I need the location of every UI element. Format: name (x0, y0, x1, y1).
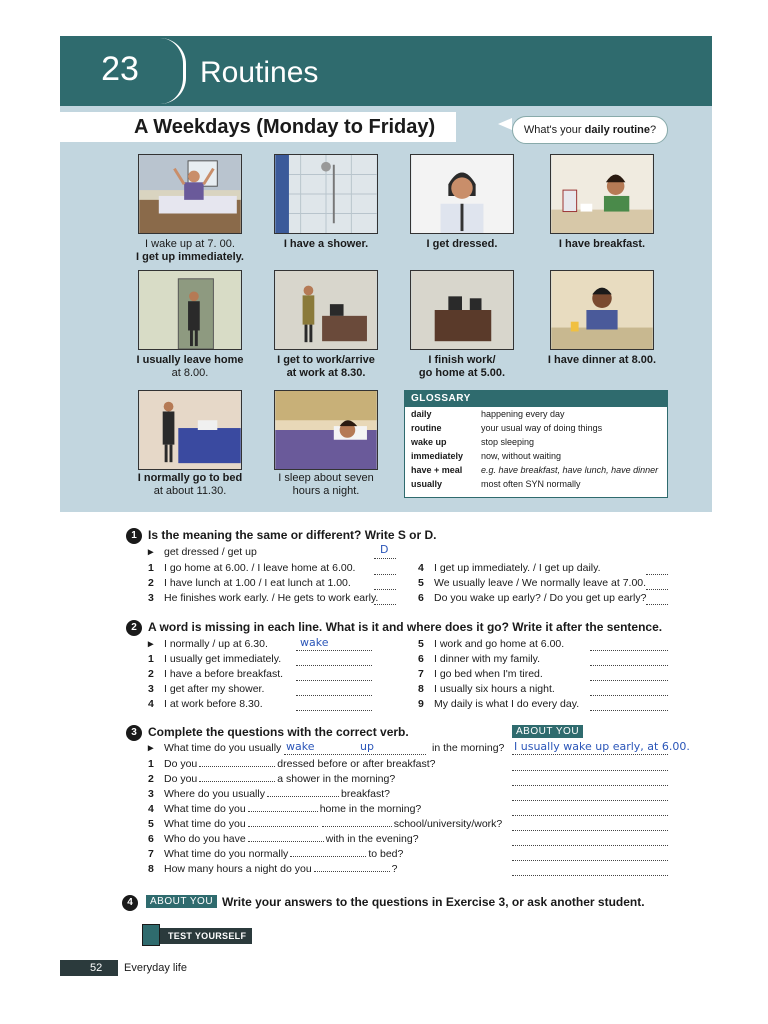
about-you-blank[interactable] (512, 875, 668, 876)
glossary-row (405, 407, 667, 421)
answer-blank[interactable] (590, 665, 668, 666)
answer-blank[interactable] (646, 574, 668, 575)
picture-go-to-bed (138, 390, 242, 470)
about-you-blank[interactable] (512, 845, 668, 846)
answer-blank[interactable] (646, 589, 668, 590)
glossary-definition: e.g. have breakfast, have lunch, have dinner (481, 465, 659, 475)
answer-blank[interactable] (374, 604, 396, 605)
glossary-term: usually (411, 479, 443, 489)
item-text-b: breakfast? (340, 788, 391, 800)
about-you-blank[interactable] (512, 815, 668, 816)
exercise-1-item: 6 Do you wake up early? / Do you get up early? (418, 592, 647, 604)
item-text-b: home in the morning? (319, 803, 422, 815)
answer-blank[interactable] (322, 826, 392, 827)
answer-blank[interactable] (248, 811, 318, 812)
speech-bubble-tail (498, 118, 512, 130)
glossary-row (405, 435, 667, 449)
exercise-2-item: 6 I dinner with my family. (418, 653, 540, 665)
unit-title: Routines (200, 56, 319, 89)
exercise-2-number: 2 (126, 620, 142, 636)
exercise-3-item: 1 Do you dressed before or after breakfast? (148, 758, 436, 770)
caption-get-dressed (392, 238, 532, 251)
caption-line: I have breakfast. (558, 238, 646, 250)
item-text: I usually six hours a night. (434, 683, 555, 695)
picture-get-dressed (410, 154, 514, 234)
item-text: I have lunch at 1.00 / I eat lunch at 1.00. (164, 577, 351, 589)
glossary-term: wake up (411, 437, 447, 447)
glossary-definition: happening every day (481, 409, 565, 419)
item-text-b: school/university/work? (393, 818, 503, 830)
exercise-2-title: A word is missing in each line. What is it and where does it go? Write it after the sentence. (148, 620, 663, 634)
glossary-term: immediately (411, 451, 464, 461)
exercise-3-item: 3 Where do you usually breakfast? (148, 788, 391, 800)
glossary-definition: your usual way of doing things (481, 423, 603, 433)
caption-line: I have a shower. (283, 238, 369, 250)
glossary-term: routine (411, 423, 442, 433)
item-text: I go home at 6.00. / I leave home at 6.00. (164, 562, 356, 574)
exercise-2-item: 3 I get after my shower. (148, 683, 265, 695)
about-you-badge: ABOUT YOU (146, 895, 217, 908)
exercise-1-example: ▸ get dressed / get up (148, 546, 257, 558)
exercise-2-example: ▸ I normally / up at 6.30. (148, 638, 268, 650)
item-text-a: What time do you normally (164, 848, 289, 860)
exercise-3-example-end: in the morning? (432, 742, 505, 754)
item-text-a: Who do you have (164, 833, 246, 845)
item-text-a: What time do you (164, 803, 246, 815)
caption-line: I normally go to bed (137, 472, 243, 484)
answer-blank[interactable] (374, 589, 396, 590)
caption-line: I get dressed. (426, 238, 498, 250)
section-a-title: A Weekdays (Monday to Friday) (134, 116, 436, 138)
exercise-1-example-answer: D (380, 543, 389, 556)
caption-dinner (532, 354, 672, 367)
exercise-2-item: 5 I work and go home at 6.00. (418, 638, 565, 650)
item-text-b: with in the evening? (325, 833, 419, 845)
item-text: He finishes work early. / He gets to work early. (164, 592, 379, 604)
answer-blank (512, 754, 668, 755)
glossary-row (405, 477, 667, 491)
answer-blank[interactable] (374, 574, 396, 575)
exercise-3-item: 7 What time do you normally to bed? (148, 848, 404, 860)
speech-bubble (512, 116, 668, 144)
exercise-1-item: 3 He finishes work early. / He gets to work early. (148, 592, 379, 604)
caption-line: at 8.00. (171, 367, 209, 379)
footer-page-bar (60, 960, 118, 976)
item-text: I at work before 8.30. (164, 698, 263, 710)
exercise-1-number: 1 (126, 528, 142, 544)
answer-blank[interactable] (590, 695, 668, 696)
item-text: My daily is what I do every day. (434, 698, 580, 710)
item-text-a: What time do you (164, 818, 246, 830)
item-text: I get up immediately. / I get up daily. (434, 562, 601, 574)
about-you-blank[interactable] (512, 770, 668, 771)
answer-blank[interactable] (296, 710, 372, 711)
exercise-2-item: 8 I usually six hours a night. (418, 683, 555, 695)
page-number: 52 (90, 962, 103, 974)
unit-number: 23 (101, 50, 139, 88)
item-text: I work and go home at 6.00. (434, 638, 565, 650)
picture-shower (274, 154, 378, 234)
caption-line: I finish work/ (428, 354, 496, 366)
caption-go-to-bed (120, 472, 260, 498)
exercise-1-item: 4 I get up immediately. / I get up daily. (418, 562, 601, 574)
glossary-box (404, 390, 668, 498)
glossary-definition: now, without waiting (481, 451, 562, 461)
example-text-a: What time do you usually (164, 742, 282, 754)
item-text: I have a before breakfast. (164, 668, 284, 680)
item-text-b: a shower in the morning? (277, 773, 396, 785)
about-you-badge: ABOUT YOU (512, 725, 583, 738)
exercise-2-example-answer: wake (300, 636, 329, 649)
item-text-a: Do you (164, 758, 198, 770)
answer-blank (296, 650, 372, 651)
footer-section-title: Everyday life (124, 962, 187, 974)
exercise-1-item: 2 I have lunch at 1.00 / I eat lunch at 1.00. (148, 577, 351, 589)
caption-line: hours a night. (292, 485, 360, 497)
item-text: I dinner with my family. (434, 653, 540, 665)
item-text-a: Do you (164, 773, 198, 785)
picture-leave-home (138, 270, 242, 350)
picture-arrive-work (274, 270, 378, 350)
exercise-4-number: 4 (122, 895, 138, 911)
answer-blank[interactable] (290, 856, 366, 857)
caption-line: I wake up at 7. 00. (145, 238, 235, 250)
notebook-icon (142, 924, 160, 946)
bubble-end: ? (650, 124, 657, 136)
answer-blank[interactable] (248, 841, 324, 842)
caption-arrive-work (246, 354, 406, 380)
about-you-blank[interactable] (512, 800, 668, 801)
caption-line: at work at 8.30. (286, 367, 366, 379)
picture-finish-work (410, 270, 514, 350)
answer-blank[interactable] (296, 680, 372, 681)
picture-wake-up (138, 154, 242, 234)
item-text-a: Where do you usually (164, 788, 265, 800)
exercise-2-item: 9 My daily is what I do every day. (418, 698, 580, 710)
exercise-3-number: 3 (126, 725, 142, 741)
caption-wake-up (120, 238, 260, 264)
exercise-1-title: Is the meaning the same or different? Write S or D. (148, 528, 437, 542)
about-you-example-answer: I usually wake up early, at 6.00. (514, 740, 690, 753)
caption-line: go home at 5.00. (418, 367, 506, 379)
item-text: I go bed when I'm tired. (434, 668, 543, 680)
caption-breakfast (532, 238, 672, 251)
answer-blank[interactable] (248, 826, 318, 827)
caption-line: at about 11.30. (153, 485, 227, 497)
caption-sleep (256, 472, 396, 498)
exercise-4-title: Write your answers to the questions in Exercise 3, or ask another student. (222, 895, 645, 909)
exercise-3-item: 5 What time do you school/university/work? (148, 818, 503, 830)
item-text: I usually get immediately. (164, 653, 282, 665)
answer-blank (284, 754, 426, 755)
bubble-text: What's your (523, 124, 585, 136)
caption-shower (256, 238, 396, 251)
caption-line: I usually leave home (136, 354, 244, 366)
exercise-3-item: 8 How many hours a night do you ? (148, 863, 398, 875)
picture-breakfast (550, 154, 654, 234)
example-answer-verb: wake (286, 740, 315, 753)
answer-blank[interactable] (590, 710, 668, 711)
item-text-b: dressed before or after breakfast? (277, 758, 436, 770)
caption-line: I sleep about seven (278, 472, 374, 484)
glossary-term: daily (411, 409, 432, 419)
about-you-blank[interactable] (512, 860, 668, 861)
exercise-1-item: 1 I go home at 6.00. / I leave home at 6.00. (148, 562, 356, 574)
example-answer-particle: up (360, 740, 374, 753)
item-text-a: How many hours a night do you (164, 863, 312, 875)
answer-blank[interactable] (296, 665, 372, 666)
exercise-2-item: 4 I at work before 8.30. (148, 698, 263, 710)
glossary-heading: GLOSSARY (405, 391, 667, 407)
picture-dinner (550, 270, 654, 350)
bubble-bold-text: daily routine (584, 124, 651, 136)
caption-leave-home (120, 354, 260, 380)
exercise-3-example: ▸ What time do you usually (148, 742, 282, 754)
glossary-row (405, 449, 667, 463)
glossary-definition: most often SYN normally (481, 479, 581, 489)
caption-line: I have dinner at 8.00. (547, 354, 657, 366)
about-you-blank[interactable] (512, 785, 668, 786)
exercise-3-title: Complete the questions with the correct verb. (148, 725, 409, 739)
exercise-2-item: 7 I go bed when I'm tired. (418, 668, 543, 680)
answer-blank[interactable] (646, 604, 668, 605)
exercise-3-item: 2 Do you a shower in the morning? (148, 773, 396, 785)
caption-line: I get to work/arrive (277, 354, 375, 366)
exercise-1-item: 5 We usually leave / We normally leave at 7.00. (418, 577, 647, 589)
glossary-row (405, 463, 667, 477)
example-text: I normally / up at 6.30. (164, 638, 268, 650)
exercise-3-item: 6 Who do you have with in the evening? (148, 833, 419, 845)
glossary-term: have + meal (411, 465, 463, 475)
caption-line: I get up immediately. (136, 251, 244, 263)
glossary-definition: stop sleeping (481, 437, 535, 447)
answer-blank[interactable] (199, 781, 275, 782)
answer-blank[interactable] (296, 695, 372, 696)
item-text-b: ? (391, 863, 398, 875)
item-text: Do you wake up early? / Do you get up early? (434, 592, 647, 604)
example-text: get dressed / get up (164, 546, 257, 558)
caption-finish-work (392, 354, 532, 380)
glossary-row (405, 421, 667, 435)
about-you-blank[interactable] (512, 830, 668, 831)
exercise-3-item: 4 What time do you home in the morning? (148, 803, 422, 815)
item-text: We usually leave / We normally leave at 7.00. (434, 577, 647, 589)
answer-blank[interactable] (267, 796, 339, 797)
item-text: I get after my shower. (164, 683, 265, 695)
item-text-b: to bed? (368, 848, 404, 860)
exercise-2-item: 2 I have a before breakfast. (148, 668, 284, 680)
test-yourself-button[interactable]: TEST YOURSELF (148, 928, 252, 944)
answer-blank[interactable] (590, 680, 668, 681)
answer-blank[interactable] (314, 871, 390, 872)
exercise-2-item: 1 I usually get immediately. (148, 653, 282, 665)
answer-blank (374, 558, 396, 559)
answer-blank[interactable] (590, 650, 668, 651)
picture-sleep (274, 390, 378, 470)
answer-blank[interactable] (199, 766, 275, 767)
